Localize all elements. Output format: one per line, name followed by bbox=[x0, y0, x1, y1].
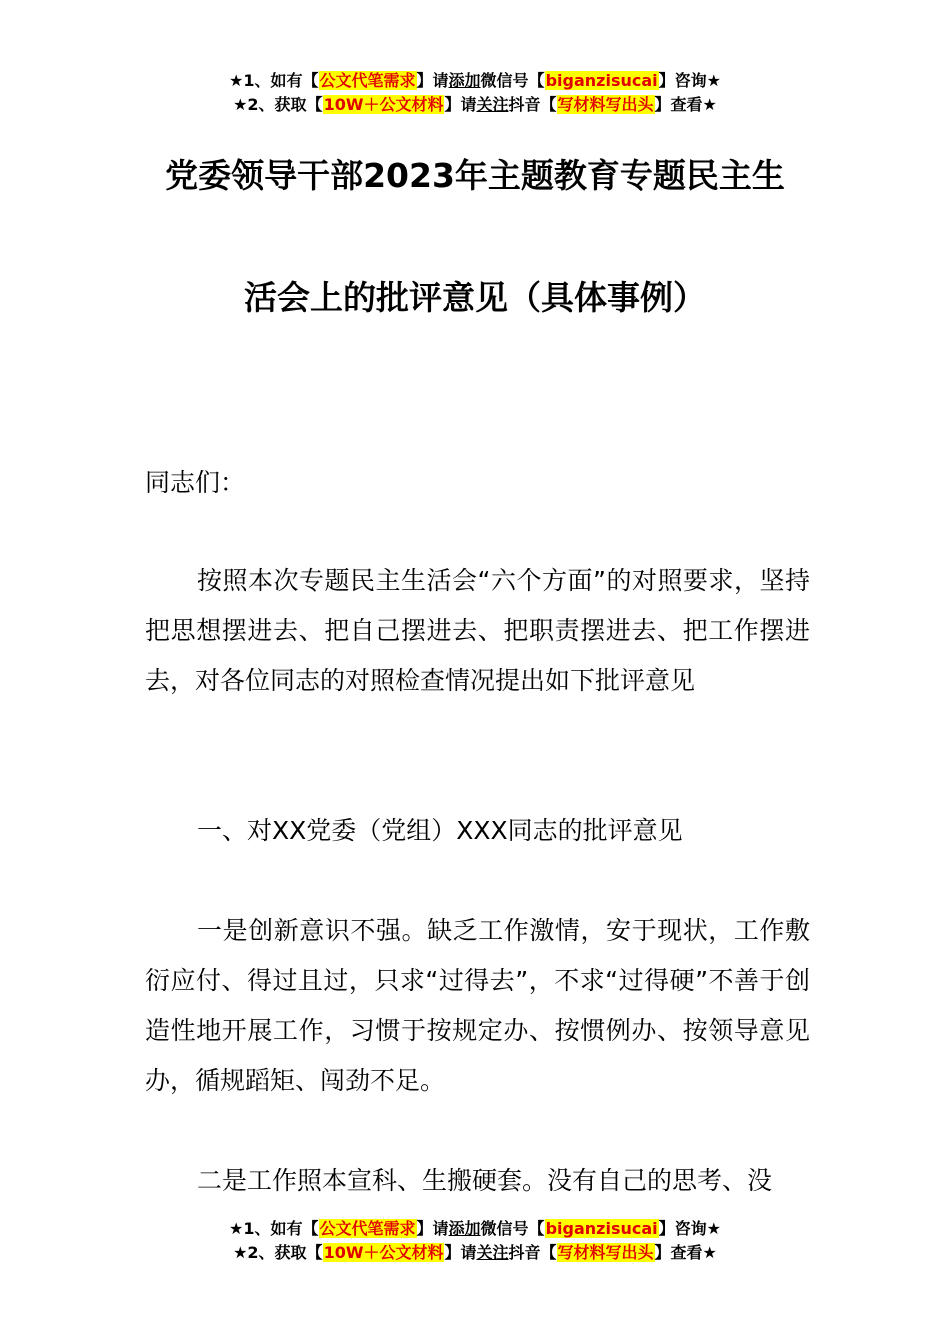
banner-text: 】请 bbox=[444, 95, 477, 114]
banner-text: ★2、获取【 bbox=[233, 1243, 323, 1262]
banner-highlight: 写材料写出头 bbox=[557, 1243, 654, 1262]
header-banner bbox=[0, 70, 950, 118]
banner-line-1 bbox=[0, 1218, 950, 1242]
banner-text: 微信号【 bbox=[480, 71, 545, 90]
banner-highlight: 公文代笔需求 bbox=[319, 1219, 416, 1238]
banner-highlight: 10W＋公文材料 bbox=[323, 1243, 444, 1262]
banner-text: ★1、如有【 bbox=[229, 1219, 319, 1238]
body-paragraph: 一是创新意识不强。缺乏工作激情，安于现状，工作敷衍应付、得过且过，只求“过得去”，不求“过得硬”不善于创造性地开展工作，习惯于按规定办、按惯例办、按领导意见办，循规蹈矩、闯劲不足。 bbox=[145, 916, 810, 1095]
banner-text: 】请 bbox=[444, 1243, 477, 1262]
banner-text: 】请 bbox=[416, 71, 449, 90]
banner-underlined-text: 添加 bbox=[448, 71, 481, 90]
section-heading: 一、对XX党委（党组）XXX同志的批评意见 bbox=[197, 816, 683, 845]
body-paragraph: 二是工作照本宣科、生搬硬套。没有自己的思考、没 bbox=[197, 1166, 773, 1195]
banner-highlight: biganzisucai bbox=[545, 71, 658, 90]
banner-text: 】咨询★ bbox=[658, 71, 721, 90]
footer-banner bbox=[0, 1218, 950, 1266]
banner-text: 抖音【 bbox=[508, 1243, 557, 1262]
banner-line-2 bbox=[0, 1242, 950, 1266]
banner-text: 】查看★ bbox=[654, 1243, 717, 1262]
banner-underlined-text: 关注 bbox=[476, 1243, 509, 1262]
banner-text: ★1、如有【 bbox=[229, 71, 319, 90]
banner-text: 】请 bbox=[416, 1219, 449, 1238]
document-title-line-2: 活会上的批评意见（具体事例） bbox=[244, 278, 706, 317]
banner-text: 微信号【 bbox=[480, 1219, 545, 1238]
greeting: 同志们： bbox=[145, 468, 246, 497]
banner-highlight: 公文代笔需求 bbox=[319, 71, 416, 90]
banner-text: ★2、获取【 bbox=[233, 95, 323, 114]
banner-highlight: 10W＋公文材料 bbox=[323, 95, 444, 114]
banner-line-1 bbox=[0, 70, 950, 94]
banner-underlined-text: 添加 bbox=[448, 1219, 481, 1238]
banner-highlight: 写材料写出头 bbox=[557, 95, 654, 114]
document-title-line-1: 党委领导干部2023年主题教育专题民主生 bbox=[165, 156, 785, 195]
banner-text: 】咨询★ bbox=[658, 1219, 721, 1238]
intro-paragraph: 按照本次专题民主生活会“六个方面”的对照要求，坚持把思想摆进去、把自己摆进去、把职责摆进去、把工作摆进去，对各位同志的对照检查情况提出如下批评意见 bbox=[145, 566, 810, 695]
banner-highlight: biganzisucai bbox=[545, 1219, 658, 1238]
banner-underlined-text: 关注 bbox=[476, 95, 509, 114]
banner-text: 】查看★ bbox=[654, 95, 717, 114]
banner-text: 抖音【 bbox=[508, 95, 557, 114]
banner-line-2 bbox=[0, 94, 950, 118]
